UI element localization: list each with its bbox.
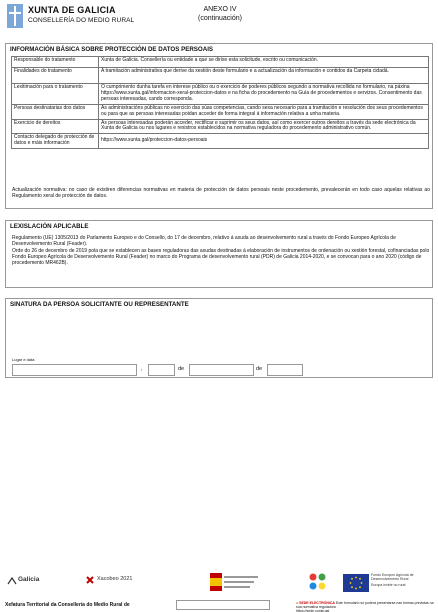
galicia-logo-icon bbox=[7, 576, 17, 586]
sede-icon: ● bbox=[296, 601, 299, 605]
row-label: Contacto delegado de protección de datos e máis información bbox=[12, 134, 99, 149]
row-label: Finalidades do tratamento bbox=[12, 68, 99, 84]
row-label: Exercicio de dereitos bbox=[12, 119, 99, 134]
xacobeo-logo-text: Xacobeo 2021 bbox=[97, 576, 133, 582]
galicia-rural-seal-icon bbox=[308, 572, 328, 594]
data-protection-title: INFORMACIÓN BÁSICA SOBRE PROTECCIÓN DE DATOS PERSOAIS bbox=[10, 46, 214, 53]
annex-heading bbox=[190, 5, 250, 23]
table-row bbox=[12, 57, 429, 68]
dept-name: CONSELLERÍA DO MEDIO RURAL bbox=[28, 17, 135, 24]
row-text: Xunta de Galicia. Consellería ou entidade a que se dirixe esta solicitude, escrito ou comunicación. bbox=[99, 57, 429, 68]
de-label: de bbox=[178, 366, 185, 372]
row-label: Responsable do tratamento bbox=[12, 57, 99, 68]
de-label: de bbox=[256, 366, 263, 372]
sede-text: Este formulario só poderá presentarse nas formas previstas na súa normativa reguladora bbox=[296, 601, 434, 609]
row-text: As administracións públicas no exercicio das súas competencias, cando sexa necesario para a tramitación e resolución dos seus procedementos ou para que as persoas interesadas poidan acceder de forma integral á información relativa a unha materia. bbox=[99, 104, 429, 119]
footer-logos bbox=[5, 570, 433, 598]
table-row bbox=[12, 134, 429, 149]
month-input[interactable] bbox=[189, 364, 254, 376]
feader-motto: Europa invirte no rural bbox=[371, 583, 406, 588]
signature-title: SINATURA DA PERSOA SOLICITANTE OU REPRESENTANTE bbox=[10, 301, 189, 308]
territorial-office-input[interactable] bbox=[176, 600, 270, 610]
data-protection-table bbox=[11, 56, 429, 149]
signature-section bbox=[5, 298, 433, 378]
org-name: XUNTA DE GALICIA bbox=[28, 5, 116, 15]
xunta-flag-icon bbox=[7, 4, 23, 28]
annex-subtitle: (continuación) bbox=[198, 15, 242, 22]
xacobeo-logo-icon bbox=[85, 575, 95, 585]
territorial-office-label: Xefatura Territorial da Consellería do Medio Rural de bbox=[5, 602, 130, 608]
table-row bbox=[12, 119, 429, 134]
place-date-label: Lugar e data bbox=[12, 357, 35, 362]
row-link[interactable]: https://www.xunta.gal/proteccion-datos-persoais bbox=[99, 134, 429, 149]
legislation-paragraph: Regulamento (UE) 1305/2013 do Parlamento Europeo e do Consello, do 17 de decembro, relativo á axuda ao desenvolvemento rural a través do Fondo Europeo Agrícola de Desenvolvemento Rural (Feader). bbox=[12, 235, 396, 247]
row-text: As persoas interesadas poderán acceder, rectificar e suprimir os seus datos, así como exercer outros dereitos a través da sede electrónica da Xunta de Galicia ou nos lugares e rexistros establecidos na normativa reguladora do procedemento administrativo común. bbox=[99, 119, 429, 134]
sede-notice bbox=[296, 601, 436, 612]
comma-separator: , bbox=[141, 366, 143, 372]
sede-url[interactable]: https://sede.xunta.gal bbox=[296, 609, 330, 612]
spain-ministry-seal-icon bbox=[210, 573, 260, 591]
data-protection-section bbox=[5, 43, 433, 209]
year-input[interactable] bbox=[267, 364, 303, 376]
row-text: O cumprimento dunha tarefa en interese público ou o exercicio de poderes públicos segundo a normativa recollida no formulario, na páxina https://www.xunta.gal/informacion-xeral-proteccion-datos e na ficha do procedemento na Guía de procedementos e servizos. Consentimento das persoas interesadas, cando corresponda. bbox=[99, 84, 429, 105]
day-input[interactable] bbox=[148, 364, 175, 376]
legislation-section bbox=[5, 220, 433, 288]
feader-name: Fondo Europeo Agrícola de Desenvolvemento Rural bbox=[371, 573, 414, 582]
galicia-logo-text: Galicia bbox=[18, 576, 40, 583]
table-row bbox=[12, 104, 429, 119]
row-label: Lexitimación para o tratamento bbox=[12, 84, 99, 105]
sede-title: SEDE ELECTRÓNICA bbox=[299, 601, 335, 605]
feader-logo-text bbox=[371, 573, 429, 588]
legislation-paragraph: Orde do 26 de decembro de 2019 pola que se establecen as bases reguladoras das axudas destinadas á elaboración de instrumentos de ordenación ou xestión forestal, cofinanciadas polo Fondo Europeo Agrícola de Desenvolvemento Rural (Feader) no marco do Programa de desenvolvemento rural (PDR) de Galicia 2014-2020, e se convocan para o ano 2020 (código de procedemento MR462B). bbox=[12, 248, 430, 266]
table-row bbox=[12, 68, 429, 84]
normative-update-note: Actualización normativa: no caso de existiren diferencias normativas en materia de protección de datos persoais neste procedemento, prevalecerán en todo caso aquelas relativas ao Regulamento xeral de protección de datos. bbox=[12, 187, 430, 199]
legislation-body bbox=[12, 235, 430, 267]
document-header bbox=[5, 3, 433, 39]
annex-title: ANEXO IV bbox=[203, 6, 237, 13]
table-row bbox=[12, 84, 429, 105]
legislation-title: LEXISLACIÓN APLICABLE bbox=[10, 223, 89, 230]
place-input[interactable] bbox=[12, 364, 137, 376]
eu-flag-icon bbox=[343, 574, 369, 592]
row-text: A tramitación administrativa que derive da xestión deste formulario e a actualización da información e contidos da Carpeta cidadá. bbox=[99, 68, 429, 84]
row-label: Persoas destinatarias dos datos bbox=[12, 104, 99, 119]
footer-bar bbox=[0, 600, 438, 612]
